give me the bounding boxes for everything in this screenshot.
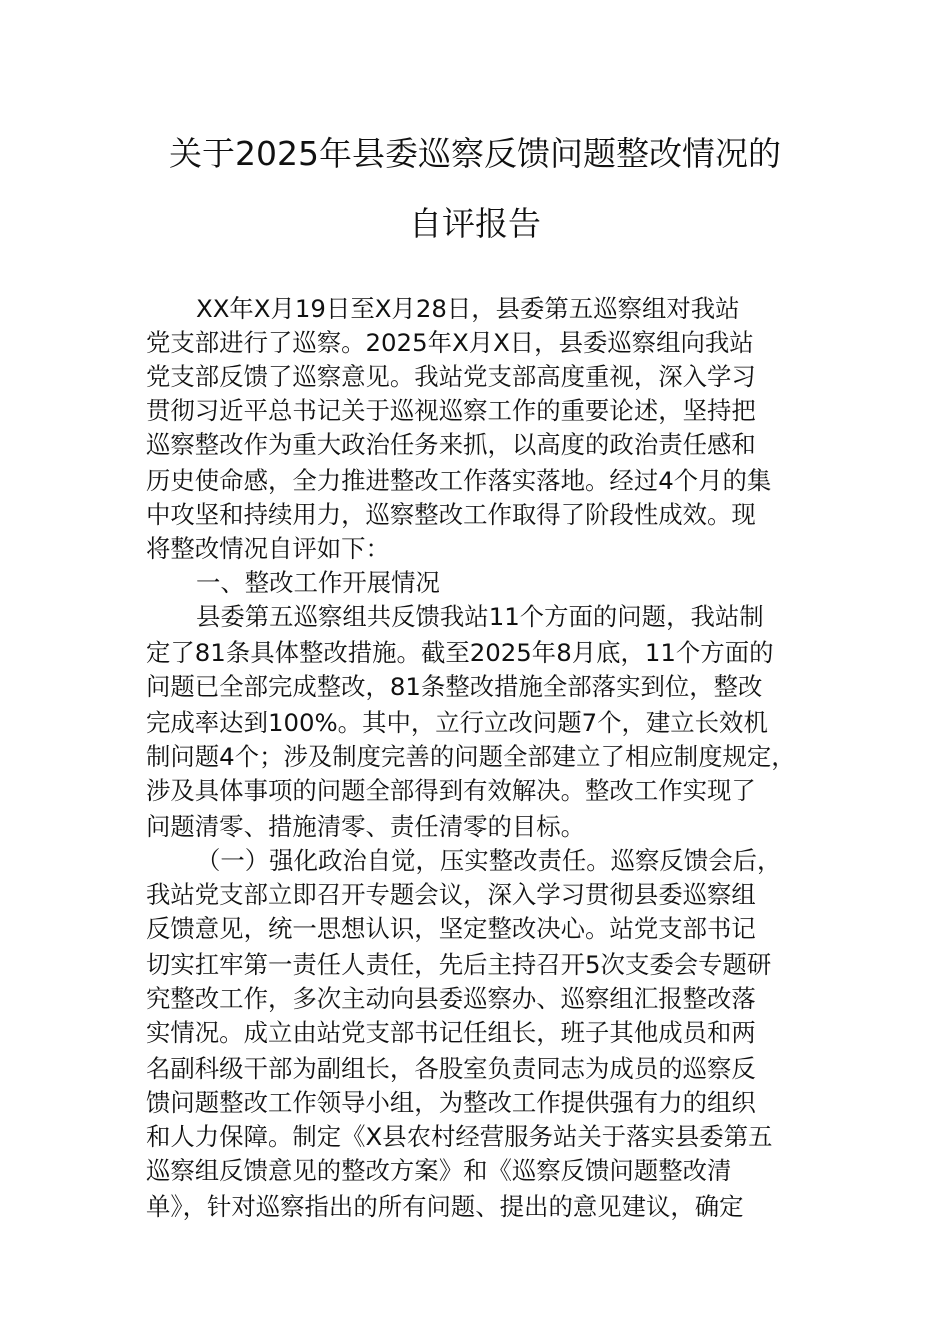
- body-text-line: 中攻坚和持续用力，巡察整改工作取得了阶段性成效。现: [146, 500, 756, 529]
- body-text-line: 名副科级干部为副组长，各股室负责同志为成员的巡察反: [146, 1054, 756, 1083]
- body-text-line: 涉及具体事项的问题全部得到有效解决。整改工作实现了: [146, 776, 756, 805]
- body-text-line: 问题清零、措施清零、责任清零的目标。: [146, 812, 586, 841]
- body-text-line: 巡察组反馈意见的整改方案》和《巡察反馈问题整改清: [146, 1156, 732, 1185]
- body-text-line: 反馈意见，统一思想认识，坚定整改决心。站党支部书记: [146, 914, 756, 943]
- body-text-line: 定了81条具体整改措施。截至2025年8月底，11个方面的: [146, 638, 774, 667]
- body-text-line: 切实扛牢第一责任人责任，先后主持召开5次支委会专题研: [146, 950, 772, 979]
- body-text-line: 贯彻习近平总书记关于巡视巡察工作的重要论述，坚持把: [146, 396, 756, 425]
- body-text-line: 我站党支部立即召开专题会议，深入学习贯彻县委巡察组: [146, 880, 756, 909]
- body-text-line: 问题已全部完成整改，81条整改措施全部落实到位，整改: [146, 672, 763, 701]
- body-text-line: 党支部反馈了巡察意见。我站党支部高度重视，深入学习: [146, 362, 756, 391]
- body-text-line: XX年X月19日至X月28日，县委第五巡察组对我站: [196, 294, 740, 323]
- document-title-line-2: 自评报告: [409, 204, 541, 243]
- body-text-line: 实情况。成立由站党支部书记任组长，班子其他成员和两: [146, 1018, 756, 1047]
- body-text-line: 究整改工作，多次主动向县委巡察办、巡察组汇报整改落: [146, 984, 756, 1013]
- body-text-line: 一、整改工作开展情况: [196, 568, 440, 597]
- document-title-line-1: 关于2025年县委巡察反馈问题整改情况的: [169, 134, 781, 173]
- body-text-line: 和人力保障。制定《X县农村经营服务站关于落实县委第五: [146, 1122, 773, 1151]
- body-text-line: 制问题4个；涉及制度完善的问题全部建立了相应制度规定，: [146, 742, 796, 771]
- body-text-line: 巡察整改作为重大政治任务来抓，以高度的政治责任感和: [146, 430, 756, 459]
- body-text-line: 单》，针对巡察指出的所有问题、提出的意见建议，确定: [146, 1192, 744, 1221]
- body-text-line: 党支部进行了巡察。2025年X月X日，县委巡察组向我站: [146, 328, 754, 357]
- body-text-line: 完成率达到100%。其中，立行立改问题7个，建立长效机: [146, 708, 768, 737]
- body-text-line: 历史使命感，全力推进整改工作落实落地。经过4个月的集: [146, 466, 772, 495]
- body-text-line: 馈问题整改工作领导小组，为整改工作提供强有力的组织: [146, 1088, 756, 1117]
- body-text-line: 县委第五巡察组共反馈我站11个方面的问题，我站制: [196, 602, 764, 631]
- body-text-line: 将整改情况自评如下：: [146, 534, 390, 563]
- body-text-line: （一）强化政治自觉，压实整改责任。巡察反馈会后，: [196, 846, 782, 875]
